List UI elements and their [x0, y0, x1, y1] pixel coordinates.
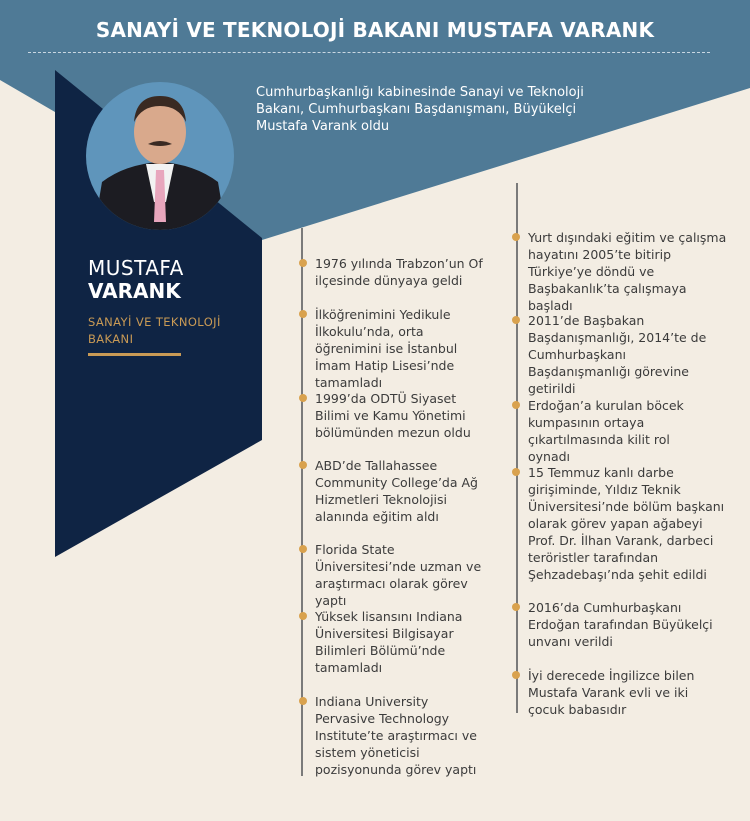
timeline-dot — [299, 697, 307, 705]
timeline-dot — [512, 468, 520, 476]
timeline-dot — [299, 461, 307, 469]
first-name: MUSTAFA — [88, 256, 184, 280]
timeline-dot — [512, 401, 520, 409]
timeline-dot — [299, 259, 307, 267]
timeline-text: Florida State Üniversitesi’nde uzman ve araştırmacı olarak görev yaptı — [315, 542, 482, 608]
timeline-dot — [299, 394, 307, 402]
page-title: SANAYİ VE TEKNOLOJİ BAKANI MUSTAFA VARANK — [95, 18, 655, 42]
timeline-dot — [512, 603, 520, 611]
timeline-text: 2011’de Başbakan Başdanışmanlığı, 2014’te de Cumhurbaşkanı Başdanışmanlığı görevine getirildi — [528, 313, 707, 396]
timeline-item — [528, 229, 728, 314]
timeline-item — [315, 306, 490, 391]
timeline-text: İyi derecede İngilizce bilen Mustafa Varank evli ve iki çocuk babasıdır — [528, 668, 695, 717]
timeline-line-right — [516, 183, 518, 713]
timeline-text: İlköğrenimini Yedikule İlkokulu’nda, orta öğrenimini ise İstanbul İmam Hatip Lisesi’nde tamamladı — [315, 307, 458, 390]
gold-rule — [88, 353, 181, 356]
timeline-text: Yüksek lisansını Indiana Üniversitesi Bilgisayar Bilimleri Bölümü’nde tamamladı — [315, 609, 463, 675]
timeline-item — [315, 693, 490, 778]
role-title: SANAYİ VE TEKNOLOJİ BAKANI — [88, 315, 221, 346]
timeline-item — [528, 599, 728, 650]
timeline-text: 1999’da ODTÜ Siyaset Bilimi ve Kamu Yönetimi bölümünden mezun oldu — [315, 391, 471, 440]
title-divider — [28, 52, 710, 53]
timeline-text: 1976 yılında Trabzon’un Of ilçesinde dünyaya geldi — [315, 256, 483, 288]
portrait-photo — [86, 82, 234, 230]
timeline-dot — [512, 316, 520, 324]
timeline-text: 2016’da Cumhurbaşkanı Erdoğan tarafından Büyükelçi unvanı verildi — [528, 600, 713, 649]
last-name: VARANK — [88, 279, 181, 303]
timeline-text: 15 Temmuz kanlı darbe girişiminde, Yıldız Teknik Üniversitesi’nde bölüm başkanı olarak görev yapan ağabeyi Prof. Dr. İlhan Varank, darbeci teröristler tarafından Şehzadebaşı’nda şehit edildi — [528, 465, 725, 582]
timeline-item — [528, 667, 723, 718]
timeline-item — [528, 312, 723, 397]
timeline-dot — [512, 233, 520, 241]
timeline-item — [315, 608, 465, 676]
timeline-text: Indiana University Pervasive Technology Institute’te araştırmacı ve sistem yöneticisi pozisyonunda görev yaptı — [315, 694, 477, 777]
timeline-dot — [299, 612, 307, 620]
timeline-dot — [512, 671, 520, 679]
person-icon — [86, 82, 234, 230]
timeline-item — [315, 390, 480, 441]
intro-text: Cumhurbaşkanlığı kabinesinde Sanayi ve Teknoloji Bakanı, Cumhurbaşkanı Başdanışmanı, Büyükelçi Mustafa Varank oldu — [256, 85, 584, 134]
timeline-dot — [299, 310, 307, 318]
timeline-item — [528, 464, 728, 583]
timeline-item — [315, 457, 480, 525]
timeline-dot — [299, 545, 307, 553]
timeline-text: ABD’de Tallahassee Community College’da Ağ Hizmetleri Teknolojisi alanında eğitim aldı — [315, 458, 478, 524]
timeline-item — [528, 397, 703, 465]
timeline-text: Yurt dışındaki eğitim ve çalışma hayatını 2005’te bitirip Türkiye’ye döndü ve Başbakanlık’ta çalışmaya başladı — [528, 230, 727, 313]
timeline-item — [315, 255, 515, 289]
timeline-item — [315, 541, 490, 609]
timeline-text: Erdoğan’a kurulan böcek kumpasının ortaya çıkartılmasında kilit rol oynadı — [528, 398, 684, 464]
